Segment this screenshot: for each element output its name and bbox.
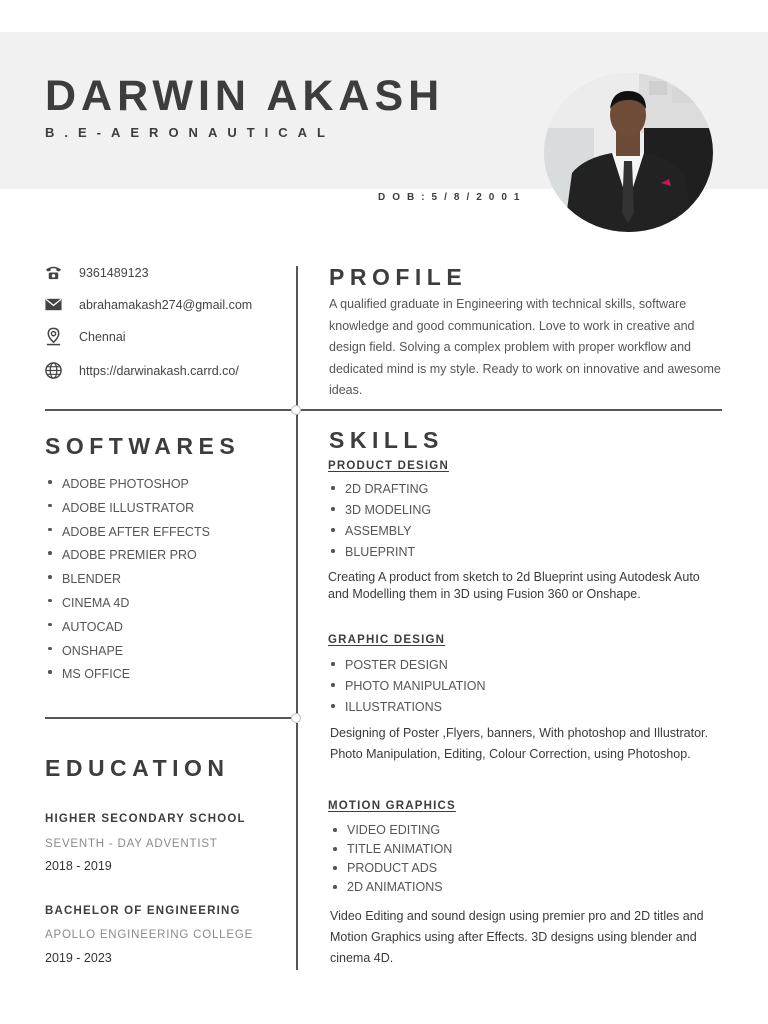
profile-photo-illustration <box>544 73 713 232</box>
list-item: AUTOCAD <box>45 616 210 640</box>
motion-graphics-text: Video Editing and sound design using premier pro and 2D titles and Motion Graphics using after Effects. 3D designs using blender and cinema 4D. <box>330 909 704 965</box>
candidate-name: DARWIN AKASH <box>45 72 445 120</box>
contact-location <box>44 327 126 346</box>
list-item: ADOBE ILLUSTRATOR <box>45 497 210 521</box>
column-divider-middle <box>296 414 298 714</box>
location-text: Chennai <box>79 329 126 344</box>
contact-email <box>44 295 252 314</box>
globe-icon <box>44 361 63 380</box>
list-item: 2D ANIMATIONS <box>330 878 452 897</box>
list-item: ASSEMBLY <box>328 521 431 542</box>
right-divider-1 <box>301 409 722 411</box>
date-of-birth: DOB:5/8/2001 <box>378 192 527 203</box>
contact-website[interactable] <box>44 361 239 380</box>
list-item: 3D MODELING <box>328 500 431 521</box>
list-item: PRODUCT ADS <box>330 859 452 878</box>
list-item: VIDEO EDITING <box>330 821 452 840</box>
divider-node-2 <box>291 713 301 723</box>
list-item: MS OFFICE <box>45 663 210 687</box>
graphic-design-heading: GRAPHIC DESIGN <box>328 634 446 646</box>
graphic-design-text: Designing of Poster ,Flyers, banners, With photoshop and Illustrator. Photo Manipulation, Editing, Colour Correction, using Photoshop. <box>330 726 708 761</box>
list-item: BLUEPRINT <box>328 542 431 563</box>
education-institution-2: APOLLO ENGINEERING COLLEGE <box>45 929 254 941</box>
list-item: ADOBE AFTER EFFECTS <box>45 521 210 545</box>
motion-graphics-list <box>330 821 452 897</box>
education-degree-2: BACHELOR OF ENGINEERING <box>45 905 241 917</box>
list-item: ADOBE PHOTOSHOP <box>45 473 210 497</box>
product-design-heading: PRODUCT DESIGN <box>328 460 449 472</box>
list-item: ILLUSTRATIONS <box>328 697 486 718</box>
list-item: BLENDER <box>45 568 210 592</box>
product-design-list <box>328 479 431 563</box>
softwares-list <box>45 473 210 687</box>
column-divider-bottom <box>296 723 298 970</box>
education-institution-1: SEVENTH - DAY ADVENTIST <box>45 838 218 850</box>
softwares-heading: SOFTWARES <box>45 433 241 459</box>
list-item: POSTER DESIGN <box>328 655 486 676</box>
left-divider-1 <box>45 409 291 411</box>
phone-icon <box>44 263 63 282</box>
left-divider-2 <box>45 717 291 719</box>
education-years-1: 2018 - 2019 <box>45 859 112 873</box>
divider-node-1 <box>291 405 301 415</box>
candidate-degree: B.E-AERONAUTICAL <box>45 125 335 140</box>
graphic-design-list <box>328 655 486 718</box>
list-item: 2D DRAFTING <box>328 479 431 500</box>
list-item: ONSHAPE <box>45 640 210 664</box>
list-item: CINEMA 4D <box>45 592 210 616</box>
location-pin-icon <box>44 327 63 346</box>
profile-text: A qualified graduate in Engineering with technical skills, software knowledge and good communication. Love to work in creative and design field. Solving a complex problem with proper workflow and dedicated mind is my style. Ready to work on innovative and awesome ideas. <box>329 297 721 398</box>
phone-number: 9361489123 <box>79 265 149 280</box>
education-years-2: 2019 - 2023 <box>45 951 112 965</box>
mail-icon <box>44 295 63 314</box>
education-degree-1: HIGHER SECONDARY SCHOOL <box>45 813 246 825</box>
product-design-text: Creating A product from sketch to 2d Blueprint using Autodesk Auto and Modelling them in 3D using Fusion 360 or Onshape. <box>328 570 700 601</box>
column-divider-top <box>296 266 298 407</box>
motion-graphics-heading: MOTION GRAPHICS <box>328 800 456 812</box>
website-link[interactable]: https://darwinakash.carrd.co/ <box>79 363 239 378</box>
list-item: PHOTO MANIPULATION <box>328 676 486 697</box>
profile-heading: PROFILE <box>329 264 468 290</box>
list-item: TITLE ANIMATION <box>330 840 452 859</box>
education-heading: EDUCATION <box>45 755 230 781</box>
skills-heading: SKILLS <box>329 427 444 453</box>
contact-phone <box>44 263 149 282</box>
email-address: abrahamakash274@gmail.com <box>79 297 253 312</box>
profile-photo <box>544 73 713 232</box>
list-item: ADOBE PREMIER PRO <box>45 544 210 568</box>
